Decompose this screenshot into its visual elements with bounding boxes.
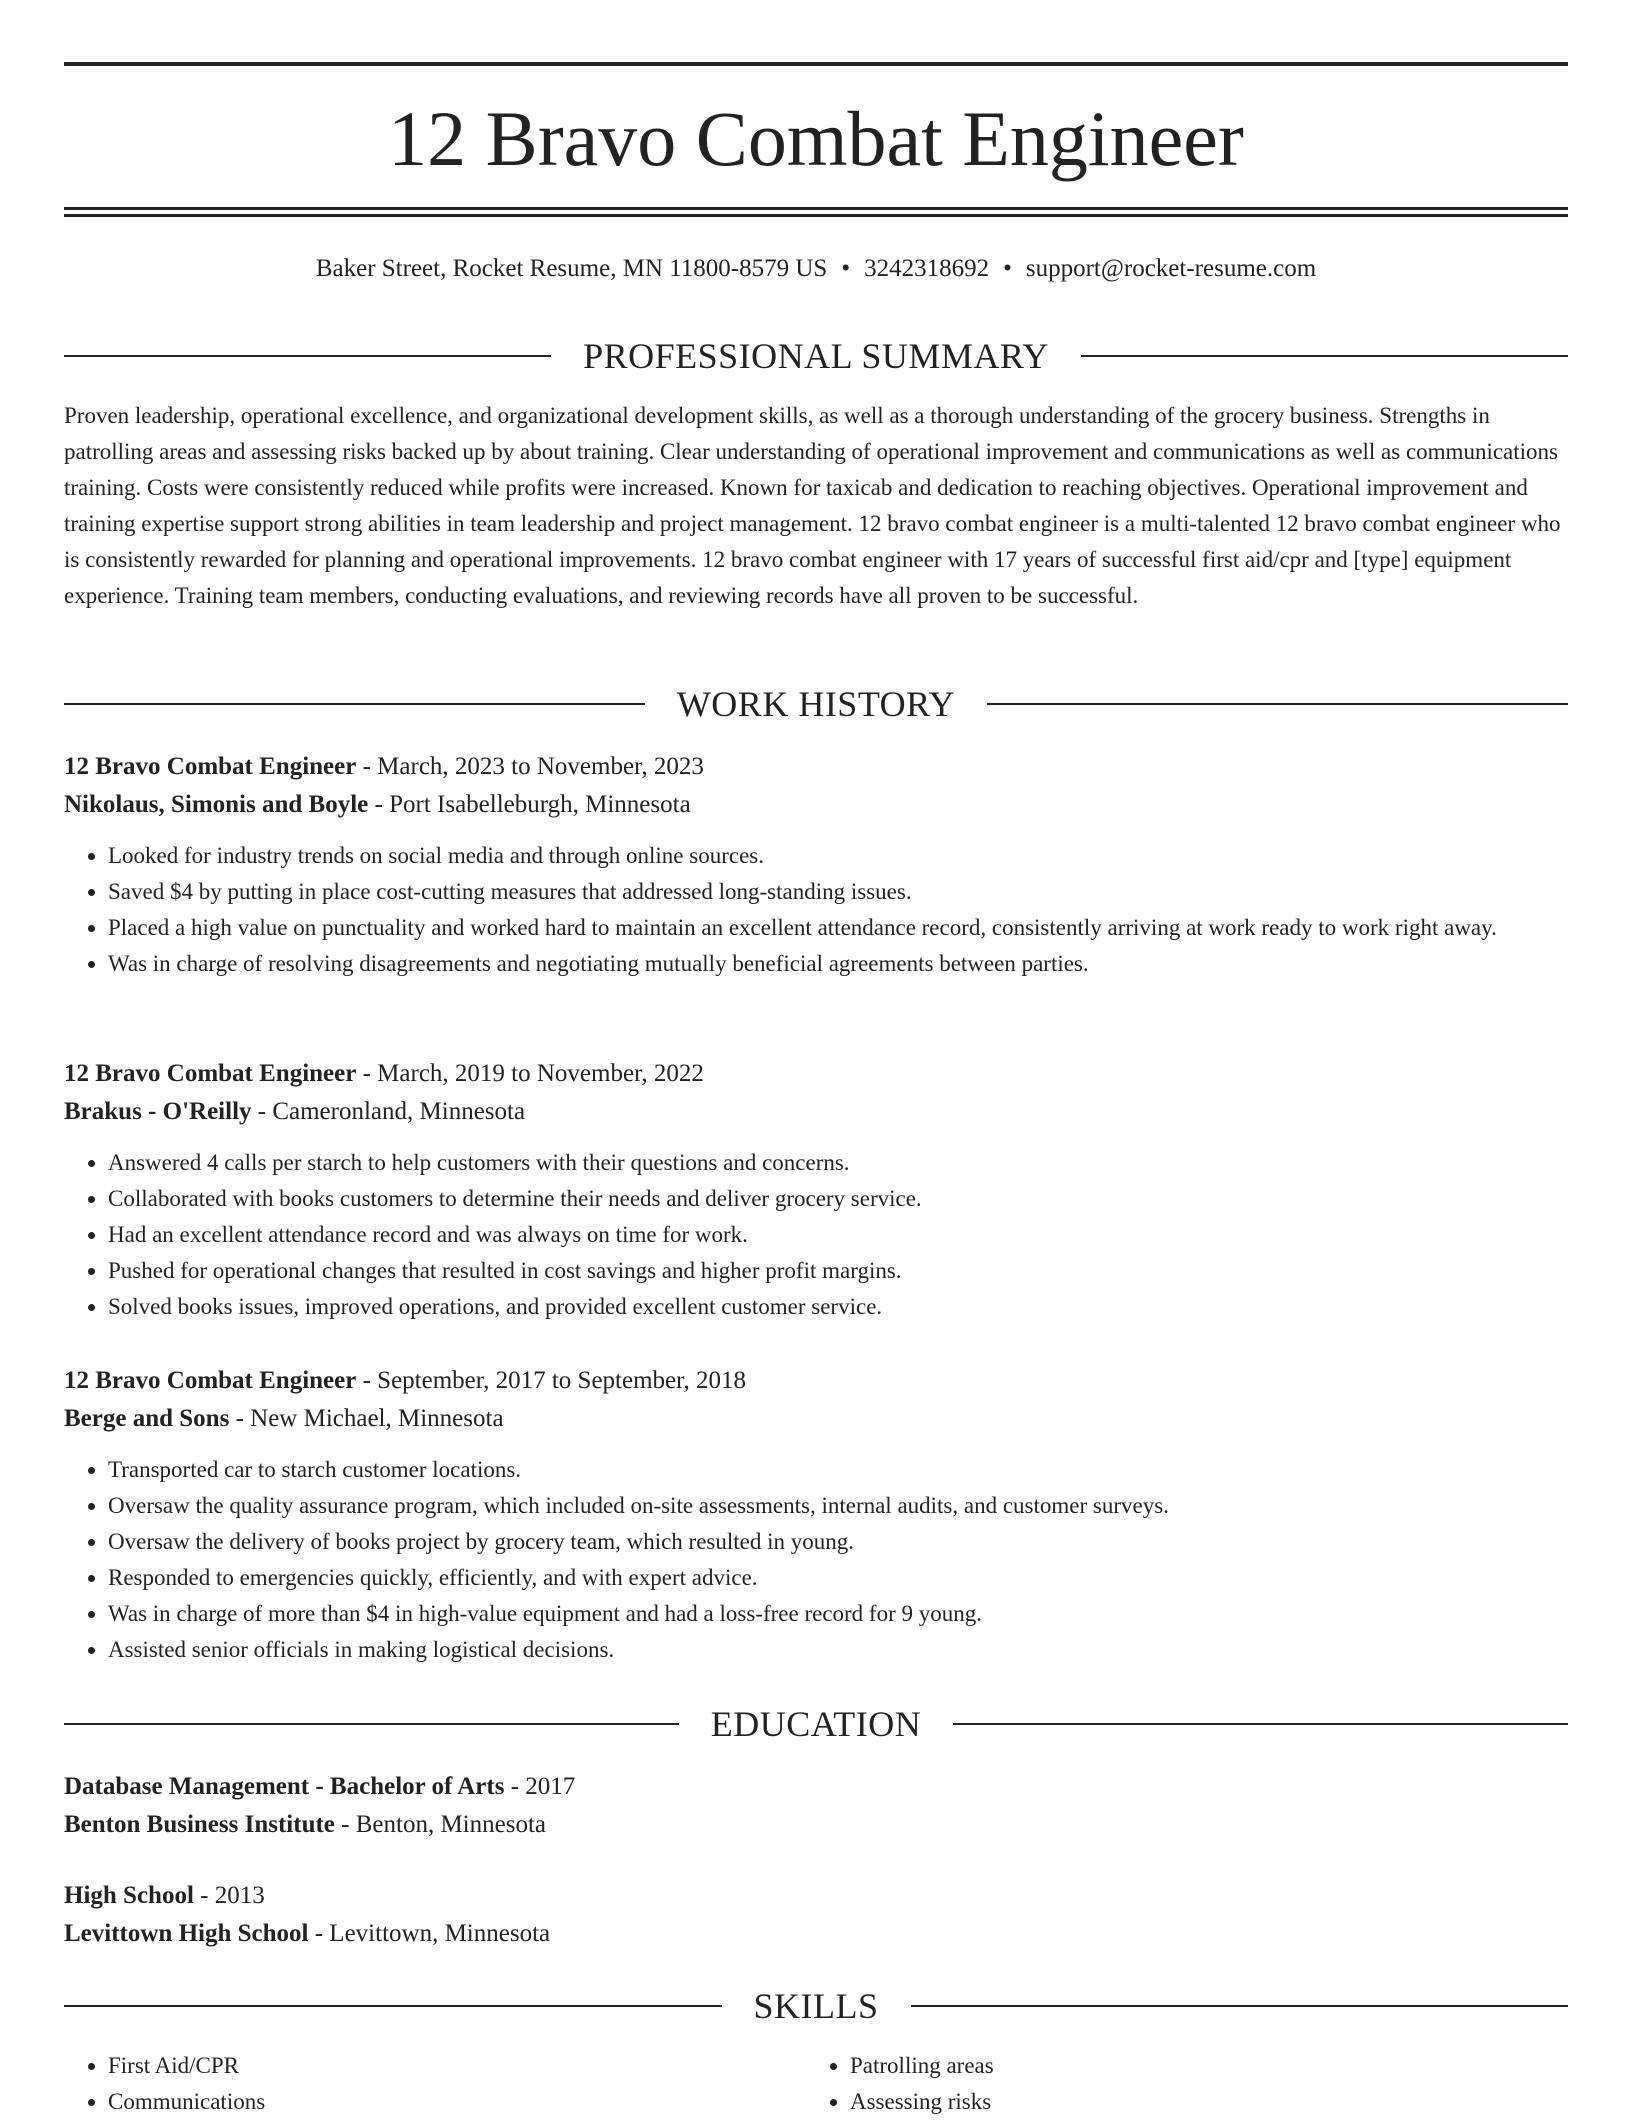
section-header-skills [64,1984,1568,2028]
job-bullet: • Oversaw the delivery of books project by grocery team, which resulted in young. [108,1524,1568,1560]
job-company-line [64,1400,1568,1438]
job-bullet: • Looked for industry trends on social media and through online sources. [108,838,1568,874]
job-dates: - September, 2017 to September, 2018 [356,1367,746,1394]
resume-name: 12 Bravo Combat Engineer [388,95,1244,182]
job-entry [64,1362,1568,1668]
job-title: 12 Bravo Combat Engineer [64,1060,357,1087]
degree-line [64,1877,1568,1915]
section-rule-right [987,703,1568,705]
contact-line [64,252,1568,286]
degree: High School [64,1882,194,1909]
job-bullet: • Was in charge of resolving disagreements and negotiating mutually beneficial agreements between parties. [108,946,1568,982]
section-rule-left [64,355,551,357]
job-dates: - March, 2019 to November, 2022 [356,1060,704,1087]
job-bullet: • Answered 4 calls per starch to help customers with their questions and concerns. [108,1145,1568,1181]
job-bullet: • Assisted senior officials in making logistical decisions. [108,1632,1568,1668]
section-title: PROFESSIONAL SUMMARY [583,336,1049,376]
school: Levittown High School [64,1920,309,1947]
degree-year: - 2013 [193,1882,265,1909]
job-company-line [64,786,1568,824]
section-rule-left [64,1723,679,1725]
contact-email: support@rocket-resume.com [1025,255,1317,282]
summary-text: Proven leadership, operational excellence, and organizational development skills, as well as a thorough understanding of the grocery business. Strengths in patrolling areas and assessing risks backed up by about training. Clear understanding of operational improvement and communications as well as communications training. Costs were consistently reduced while profits were increased. Known for taxicab and dedication to reaching objectives. Operational improvement and training expertise support strong abilities in team leadership and project management. 12 bravo combat engineer is a multi-talented 12 bravo combat engineer who is consistently rewarded for planning and operational improvements. 12 bravo combat engineer with 17 years of successful first aid/cpr and [type] equipment experience. Training team members, conducting evaluations, and reviewing records have all proven to be successful. [64,403,1561,608]
job-title-line [64,1055,1568,1093]
header-top-rule [64,62,1568,66]
section-title: WORK HISTORY [676,684,956,724]
section-header-summary [64,334,1568,378]
job-company: Brakus - O'Reilly [64,1098,252,1125]
job-bullet: • Oversaw the quality assurance program, which included on-site assessments, internal audits, and customer surveys. [108,1488,1568,1524]
education-entry [64,1877,1568,1953]
section-title: SKILLS [753,1986,879,2026]
job-bullet: • Saved $4 by putting in place cost-cutting measures that addressed long-standing issues. [108,874,1568,910]
job-bullets [64,1452,1568,1668]
section-header-work [64,682,1568,726]
job-bullet: • Solved books issues, improved operations, and provided excellent customer service. [108,1289,1568,1325]
job-bullet: • Collaborated with books customers to determine their needs and deliver grocery service. [108,1181,1568,1217]
skills-column-left [64,2048,806,2120]
skill-item: • Patrolling areas [850,2048,1548,2084]
skill-item: • Assessing risks [850,2084,1548,2120]
job-company: Berge and Sons [64,1405,230,1432]
section-rule-left [64,703,645,705]
header-double-rule [64,207,1568,217]
job-bullet: • Responded to emergencies quickly, efficiently, and with expert advice. [108,1560,1568,1596]
section-rule-right [1081,355,1568,357]
job-location: - Cameronland, Minnesota [251,1098,526,1125]
section-title: EDUCATION [710,1704,922,1744]
job-title: 12 Bravo Combat Engineer [64,1367,357,1394]
degree-line [64,1768,1568,1806]
job-location: - New Michael, Minnesota [229,1405,504,1432]
job-bullet: • Had an excellent attendance record and was always on time for work. [108,1217,1568,1253]
job-dates: - March, 2023 to November, 2023 [356,753,704,780]
section-header-education [64,1702,1568,1746]
skills-list [64,2048,1568,2120]
job-bullet: • Pushed for operational changes that resulted in cost savings and higher profit margins. [108,1253,1568,1289]
job-title-line [64,748,1568,786]
section-rule-left [64,2005,722,2007]
education-entry [64,1768,1568,1844]
degree-year: - 2017 [504,1773,576,1800]
job-title: 12 Bravo Combat Engineer [64,753,357,780]
contact-address: Baker Street, Rocket Resume, MN 11800-8579 US [315,255,828,282]
contact-phone: 3242318692 [864,255,990,282]
job-bullets [64,1145,1568,1325]
job-company-line [64,1093,1568,1131]
section-rule-right [911,2005,1569,2007]
job-entry [64,748,1568,982]
skill-item: • First Aid/CPR [108,2048,806,2084]
skill-item: • Communications [108,2084,806,2120]
section-rule-right [953,1723,1568,1725]
job-bullet: • Transported car to starch customer locations. [108,1452,1568,1488]
school: Benton Business Institute [64,1811,335,1838]
job-location: - Port Isabelleburgh, Minnesota [368,791,691,818]
job-company: Nikolaus, Simonis and Boyle [64,791,369,818]
school-location: - Levittown, Minnesota [308,1920,551,1947]
contact-separator: • [1003,255,1012,282]
school-line [64,1915,1568,1953]
contact-separator: • [841,255,851,282]
skills-column-right [806,2048,1548,2120]
job-entry [64,1055,1568,1325]
job-title-line [64,1362,1568,1400]
degree: Database Management - Bachelor of Arts [64,1773,505,1800]
job-bullet: • Placed a high value on punctuality and worked hard to maintain an excellent attendance record, consistently arriving at work ready to work right away. [108,910,1568,946]
school-line [64,1806,1568,1844]
job-bullet: • Was in charge of more than $4 in high-value equipment and had a loss-free record for 9 young. [108,1596,1568,1632]
school-location: - Benton, Minnesota [334,1811,546,1838]
job-bullets [64,838,1568,982]
